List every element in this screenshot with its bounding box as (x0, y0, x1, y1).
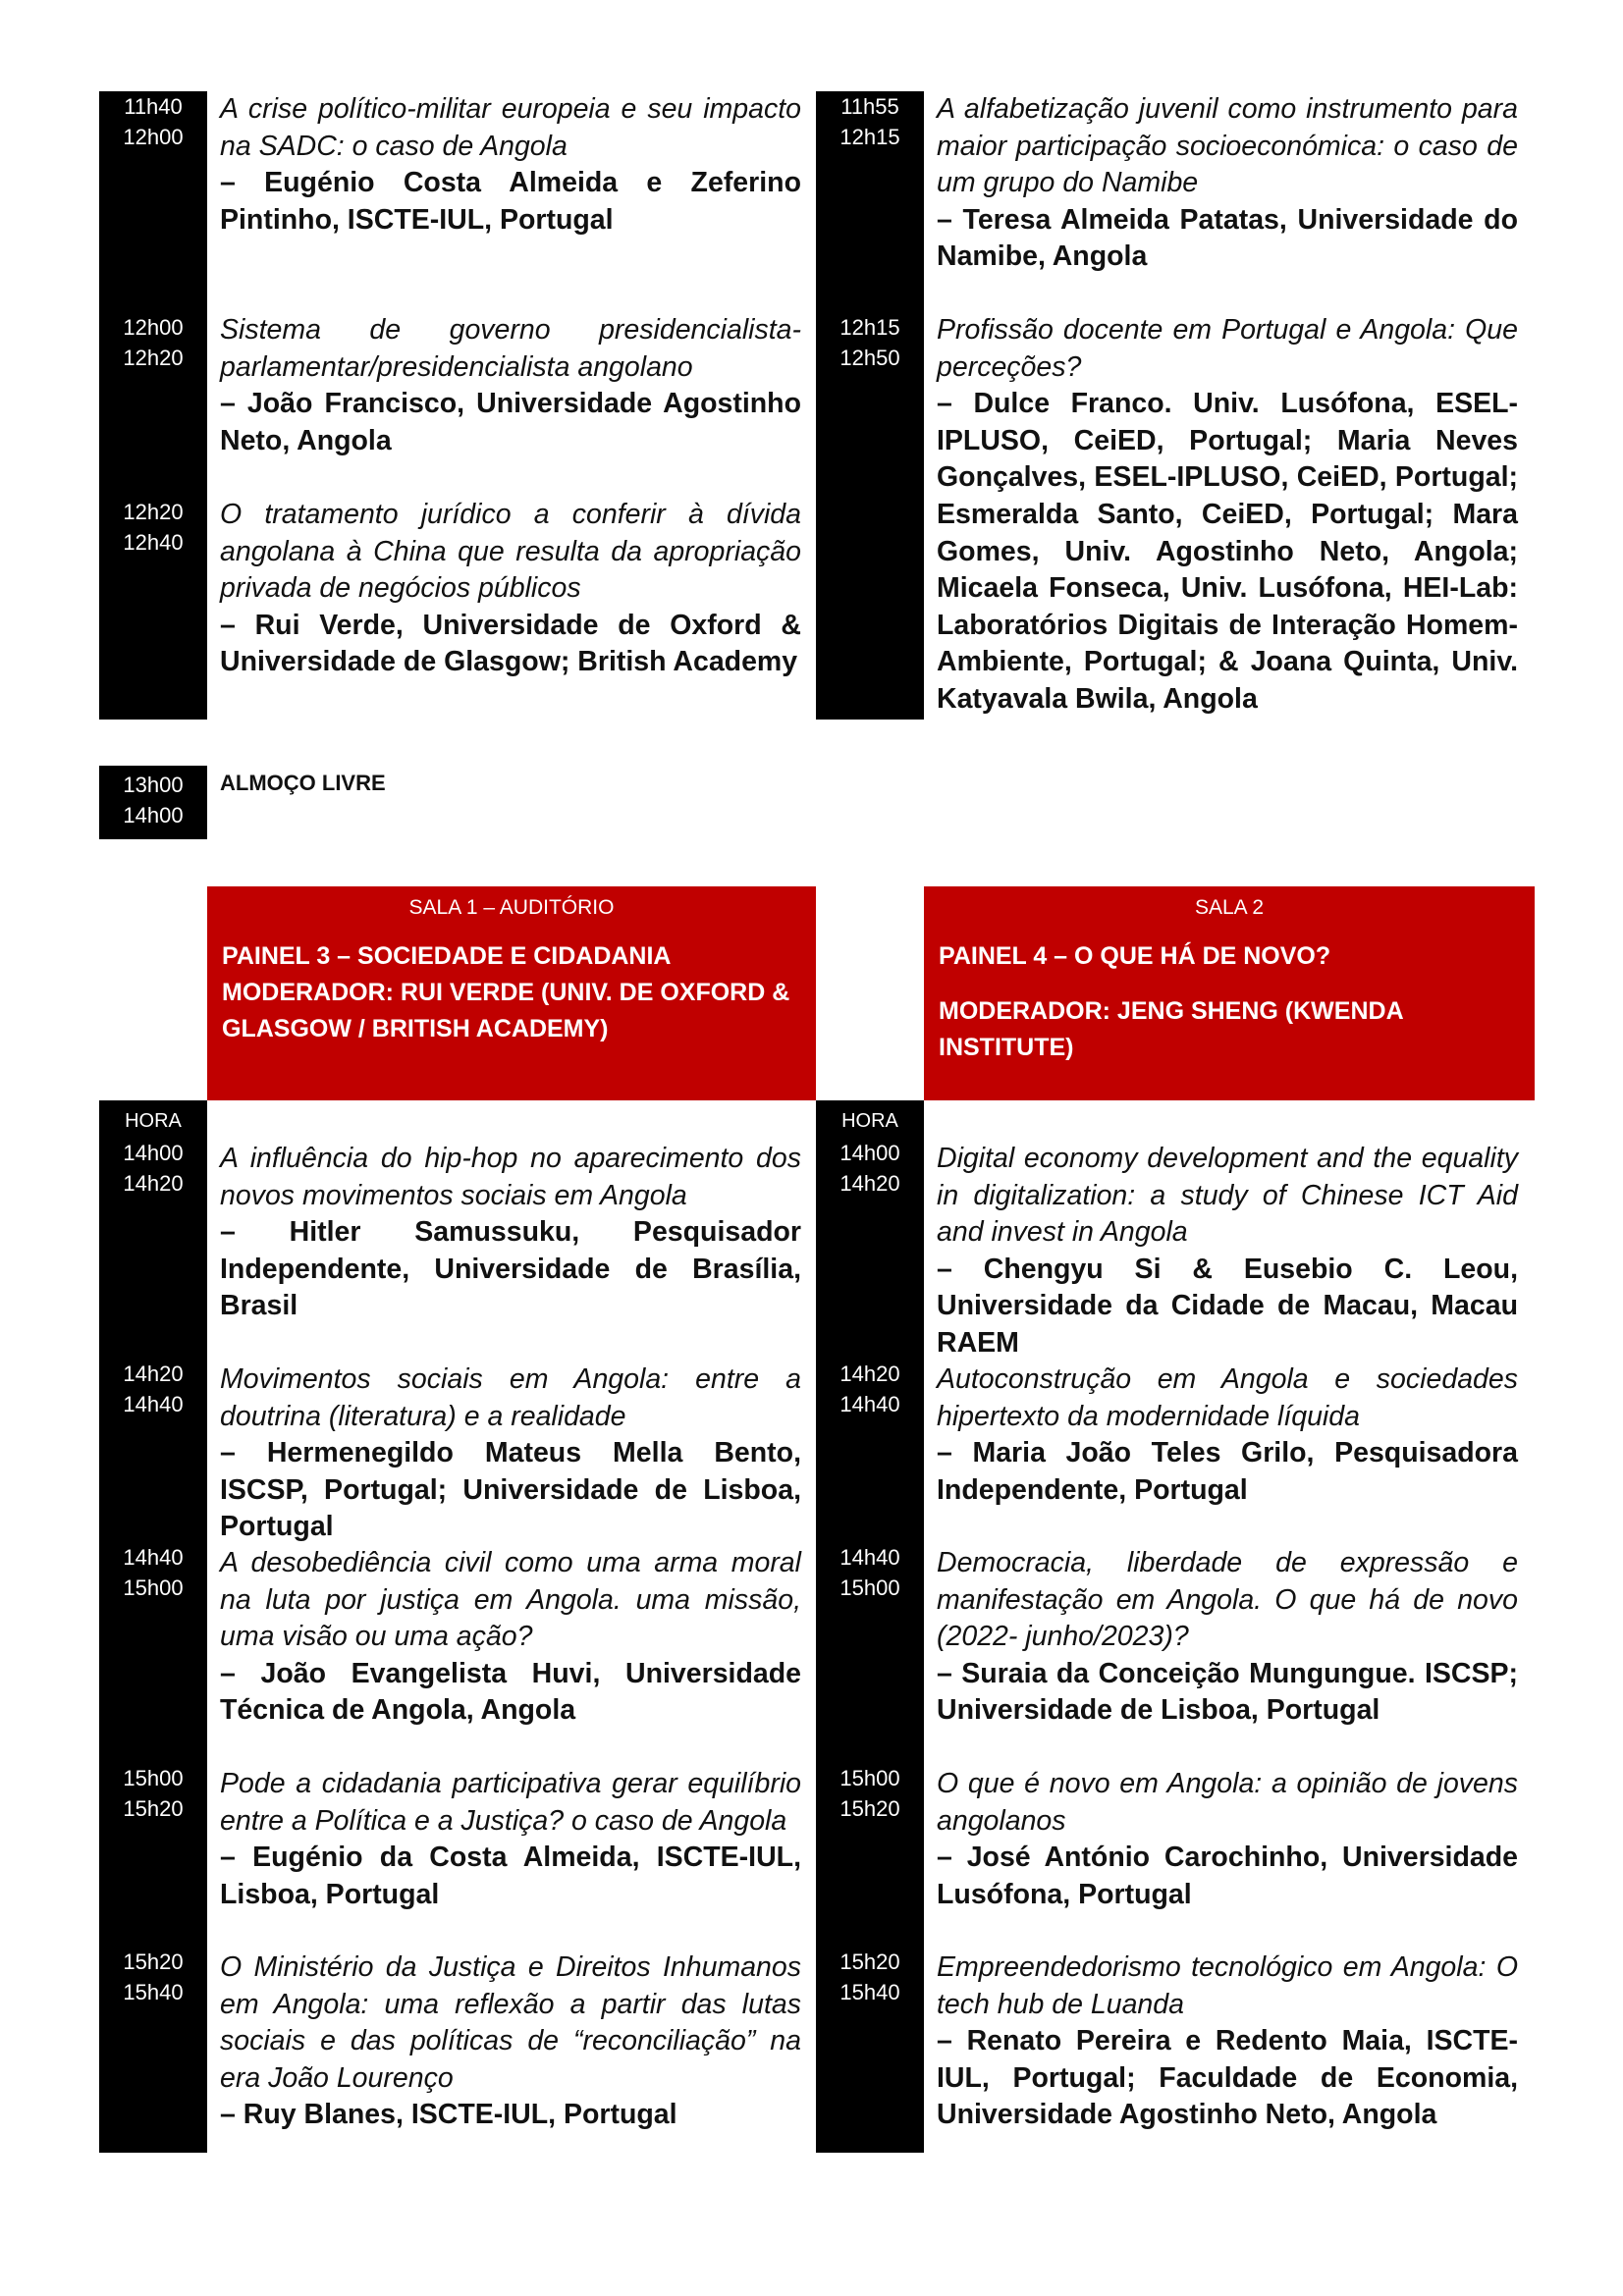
panel-title: PAINEL 4 – O QUE HÁ DE NOVO? (939, 942, 1331, 970)
session-author: – João Evangelista Huvi, Universidade Técnica de Angola, Angola (220, 1657, 801, 1727)
time-end: 12h50 (839, 346, 900, 370)
session-title: O que é novo em Angola: a opinião de jovens angolanos (937, 1768, 1518, 1837)
time-end: 14h40 (123, 1392, 184, 1416)
session-entry (220, 1766, 801, 1913)
time-start: 15h20 (839, 1949, 900, 1974)
session-author: – José António Carochinho, Universidade Lusófona, Portugal (937, 1842, 1518, 1910)
time-start: 12h15 (839, 315, 900, 340)
session-title: Autoconstrução em Angola e sociedades hipertexto da modernidade líquida (937, 1363, 1518, 1432)
session-title: Digital economy development and the equality in digitalization: a study of Chinese ICT Aid and invest in Angola (937, 1143, 1518, 1249)
time-end: 12h15 (839, 125, 900, 149)
session-title: O tratamento jurídico a conferir à dívida angolana à China que resulta da apropriação privada de negócios públicos (220, 499, 801, 605)
session-title: Empreendedorismo tecnológico em Angola: O tech hub de Luanda (937, 1951, 1518, 2020)
time-end: 12h00 (123, 125, 184, 149)
session-entry (937, 1141, 1518, 1362)
room-label: SALA 1 – AUDITÓRIO (408, 896, 615, 919)
time-end: 15h40 (839, 1980, 900, 2004)
time-start: 14h40 (839, 1545, 900, 1570)
session-entry (220, 497, 801, 681)
room-label: SALA 2 (1194, 896, 1265, 919)
session-author: – Suraia da Conceição Mungungue. ISCSP; Universidade de Lisboa, Portugal (937, 1657, 1518, 1727)
lunch-label: ALMOÇO LIVRE (220, 771, 386, 795)
hora-label: HORA (125, 1110, 182, 1132)
hora-label: HORA (841, 1110, 898, 1132)
session-title: A crise político-militar europeia e seu impacto na SADC: o caso de Angola (220, 93, 801, 162)
time-start: 14h00 (123, 1141, 184, 1165)
session-title: Sistema de governo presidencialista-parlamentar/presidencialista angolano (220, 314, 801, 383)
time-column-afternoon-left (99, 1100, 207, 2153)
session-author: – Teresa Almeida Patatas, Universidade do Namibe, Angola (937, 203, 1518, 273)
panel-header-sala-2 (924, 886, 1535, 1100)
session-entry (220, 1545, 801, 1730)
time-column-morning-right (816, 91, 924, 720)
session-title: A desobediência civil como uma arma moral na luta por justiça em Angola. uma missão, uma visão ou uma ação? (220, 1547, 801, 1653)
session-author: – Rui Verde, Universidade de Oxford & Universidade de Glasgow; British Academy (220, 609, 801, 678)
session-title: Pode a cidadania participativa gerar equilíbrio entre a Política e a Justiça? o caso de Angola (220, 1768, 801, 1837)
time-start: 15h00 (123, 1766, 184, 1790)
session-title: O Ministério da Justiça e Direitos Inhumanos em Angola: uma reflexão a partir das lutas sociais e das políticas de “reconciliação” na era João Lourenço (220, 1951, 801, 2094)
time-start: 13h00 (123, 773, 184, 797)
time-start: 14h20 (123, 1362, 184, 1386)
session-entry (937, 91, 1518, 276)
panel-header-sala-1 (207, 886, 816, 1100)
session-title: Democracia, liberdade de expressão e manifestação em Angola. O que há de novo (2022- junho/2023)? (937, 1547, 1518, 1653)
session-author: – Hitler Samussuku, Pesquisador Independente, Universidade de Brasília, Brasil (220, 1216, 801, 1322)
session-author: – Ruy Blanes, ISCTE-IUL, Portugal (220, 2099, 677, 2131)
time-end: 15h00 (839, 1575, 900, 1600)
panel-moderator-affiliation: GLASGOW / BRITISH ACADEMY) (222, 1015, 609, 1042)
session-entry (937, 312, 1518, 719)
time-start: 14h00 (839, 1141, 900, 1165)
session-entry (220, 91, 801, 239)
time-end: 12h20 (123, 346, 184, 370)
session-author: – Eugénio Costa Almeida e Zeferino Pintinho, ISCTE-IUL, Portugal (220, 167, 801, 236)
session-entry (937, 1766, 1518, 1913)
time-start: 15h20 (123, 1949, 184, 1974)
session-author: – Hermenegildo Mateus Mella Bento, ISCSP, Portugal; Universidade de Lisboa, Portugal (220, 1437, 801, 1543)
time-end: 15h40 (123, 1980, 184, 2004)
time-end: 15h20 (839, 1796, 900, 1821)
time-start: 11h40 (124, 94, 183, 119)
time-start: 14h40 (123, 1545, 184, 1570)
session-title: Profissão docente em Portugal e Angola: Que perceções? (937, 314, 1518, 383)
time-end: 14h20 (123, 1171, 184, 1196)
panel-moderator: MODERADOR: RUI VERDE (UNIV. DE OXFORD & (222, 979, 790, 1006)
session-title: Movimentos sociais em Angola: entre a doutrina (literatura) e a realidade (220, 1363, 801, 1432)
time-start: 14h20 (839, 1362, 900, 1386)
session-title: A alfabetização juvenil como instrumento para maior participação socioeconómica: o caso de um grupo do Namibe (937, 93, 1518, 199)
session-author: – Dulce Franco. Univ. Lusófona, ESEL-IPLUSO, CeiED, Portugal; Maria Neves Gonçalves, ESEL-IPLUSO, CeiED, Portugal; Esmeralda Santo, CeiED, Portugal; Mara Gomes, Univ. Agostinho Neto, Angola; Micaela Fonseca, Univ. Lusófona, HEI-Lab: Laboratórios Digitais de Interação Homem-Ambiente, Portugal; & Joana Quinta, Univ. Katyavala Bwila, Angola (937, 388, 1518, 715)
time-end: 14h40 (839, 1392, 900, 1416)
time-end: 15h00 (123, 1575, 184, 1600)
time-start: 12h00 (123, 315, 184, 340)
session-title: A influência do hip-hop no aparecimento dos novos movimentos sociais em Angola (220, 1143, 801, 1211)
panel-title: PAINEL 3 – SOCIEDADE E CIDADANIA (222, 942, 672, 970)
time-end: 12h40 (123, 530, 184, 555)
time-end: 14h00 (123, 803, 184, 828)
time-end: 15h20 (123, 1796, 184, 1821)
panel-moderator: MODERADOR: JENG SHENG (KWENDA INSTITUTE) (939, 997, 1403, 1061)
session-entry (220, 1949, 801, 2134)
time-end: 14h20 (839, 1171, 900, 1196)
time-column-morning-left (99, 91, 207, 720)
time-start: 11h55 (840, 94, 899, 119)
time-start: 15h00 (839, 1766, 900, 1790)
time-start: 12h20 (123, 500, 184, 524)
time-column-lunch (99, 766, 207, 839)
session-author: – João Francisco, Universidade Agostinho Neto, Angola (220, 388, 801, 456)
session-entry (937, 1362, 1518, 1509)
session-entry (937, 1545, 1518, 1730)
session-entry (220, 1141, 801, 1325)
session-entry (937, 1949, 1518, 2134)
session-author: – Maria João Teles Grilo, Pesquisadora Independente, Portugal (937, 1437, 1518, 1506)
session-entry (220, 1362, 801, 1546)
session-author: – Chengyu Si & Eusebio C. Leou, Universidade da Cidade de Macau, Macau RAEM (937, 1253, 1518, 1359)
session-author: – Renato Pereira e Redento Maia, ISCTE-IUL, Portugal; Faculdade de Economia, Universidade Agostinho Neto, Angola (937, 2025, 1518, 2131)
session-author: – Eugénio da Costa Almeida, ISCTE-IUL, Lisboa, Portugal (220, 1842, 801, 1910)
time-column-afternoon-right (816, 1100, 924, 2153)
session-entry (220, 312, 801, 459)
